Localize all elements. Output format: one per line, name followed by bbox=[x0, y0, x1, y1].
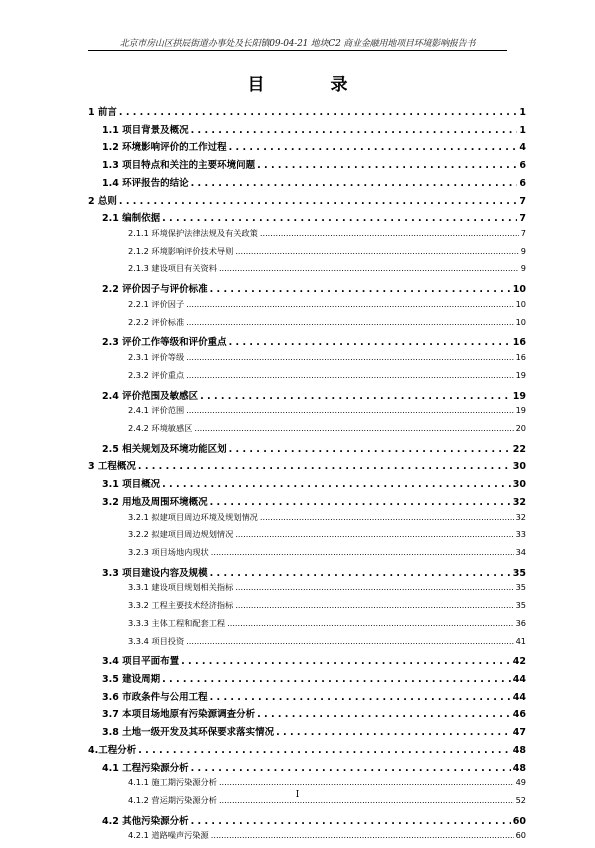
toc-entry-page: 7 bbox=[519, 213, 526, 225]
toc-leader-dots bbox=[162, 674, 511, 685]
toc-entry-label: 2 总则 bbox=[88, 195, 117, 207]
toc-entry-label: 3.3.3 主体工程和配套工程 bbox=[128, 617, 226, 628]
toc-leader-dots bbox=[219, 777, 514, 787]
toc-leader-dots bbox=[235, 529, 513, 539]
toc-entry-page: 7 bbox=[520, 228, 526, 239]
toc-entry-page: 44 bbox=[512, 674, 526, 685]
toc-entry-page: 16 bbox=[512, 337, 526, 349]
toc-entry-label: 2.2.2 评价标准 bbox=[128, 316, 185, 327]
toc-leader-dots bbox=[186, 370, 513, 380]
toc-entry-page: 20 bbox=[515, 422, 526, 433]
toc-entry-page: 1 bbox=[519, 107, 526, 118]
toc-entry[interactable] bbox=[88, 512, 526, 530]
toc-leader-dots bbox=[211, 830, 514, 840]
toc-entry-page: 16 bbox=[515, 352, 526, 363]
toc-entry-label: 1.2 环境影响评价的工作过程 bbox=[102, 142, 227, 154]
toc-entry[interactable] bbox=[88, 228, 526, 246]
toc-entry[interactable] bbox=[88, 281, 526, 299]
toc-entry[interactable] bbox=[88, 458, 526, 476]
toc-entry[interactable] bbox=[88, 334, 526, 352]
toc-entry[interactable] bbox=[88, 388, 526, 406]
toc-leader-dots bbox=[235, 600, 513, 610]
toc-leader-dots bbox=[210, 284, 511, 295]
toc-entry-label: 2.3.2 评价重点 bbox=[128, 369, 185, 380]
toc-entry[interactable] bbox=[88, 618, 526, 636]
toc-entry[interactable] bbox=[88, 689, 526, 707]
toc-entry-page: 35 bbox=[515, 600, 526, 611]
toc-entry-page: 35 bbox=[515, 582, 526, 593]
toc-entry-page: 60 bbox=[515, 830, 526, 841]
toc-entry-label: 3.5 建设周期 bbox=[102, 674, 161, 685]
toc-entry[interactable] bbox=[88, 104, 526, 122]
toc-leader-dots bbox=[186, 405, 513, 415]
page-number: I bbox=[295, 790, 300, 800]
toc-entry-page: 10 bbox=[512, 284, 526, 296]
toc-entry-page: 32 bbox=[512, 496, 526, 508]
toc-entry[interactable] bbox=[88, 370, 526, 388]
toc-entry[interactable] bbox=[88, 494, 526, 512]
toc-entry[interactable] bbox=[88, 653, 526, 671]
toc-entry-page: 48 bbox=[512, 762, 526, 774]
toc-entry-page: 19 bbox=[515, 405, 526, 416]
toc-entry-label: 4.工程分析 bbox=[88, 744, 137, 756]
toc-entry-label: 2.3 评价工作等级和评价重点 bbox=[102, 337, 227, 349]
toc-entry-page: 9 bbox=[520, 245, 526, 256]
toc-leader-dots bbox=[191, 125, 518, 136]
toc-entry[interactable] bbox=[88, 724, 526, 742]
toc-leader-dots bbox=[162, 213, 517, 224]
toc-entry[interactable] bbox=[88, 299, 526, 317]
toc-leader-dots bbox=[138, 745, 511, 756]
toc-entry[interactable] bbox=[88, 175, 526, 193]
toc-entry-label: 3.3.2 工程主要技术经济指标 bbox=[128, 600, 234, 611]
toc-leader-dots bbox=[229, 142, 518, 153]
toc-entry-label: 2.4 评价范围及敏感区 bbox=[102, 390, 199, 402]
toc-leader-dots bbox=[119, 107, 517, 118]
toc-entry-page: 52 bbox=[515, 795, 526, 806]
toc-leader-dots bbox=[191, 816, 511, 827]
toc-entry-label: 4.1.2 营运期污染源分析 bbox=[128, 795, 217, 806]
toc-entry-page: 41 bbox=[515, 635, 526, 646]
toc-leader-dots bbox=[257, 160, 517, 171]
toc-leader-dots bbox=[260, 512, 514, 522]
toc-entry-label: 3.2.1 拟建项目周边环境及规划情况 bbox=[128, 511, 258, 522]
toc-entry-page: 32 bbox=[515, 511, 526, 522]
toc-leader-dots bbox=[194, 423, 513, 433]
toc-leader-dots bbox=[211, 547, 514, 557]
toc-entry-label: 3.2 用地及周围环境概况 bbox=[102, 496, 208, 508]
toc-entry-page: 30 bbox=[512, 479, 526, 491]
toc-entry-page: 44 bbox=[512, 691, 526, 703]
toc-entry[interactable] bbox=[88, 157, 526, 175]
toc-entry[interactable] bbox=[88, 122, 526, 140]
toc-entry[interactable] bbox=[88, 636, 526, 654]
toc-entry[interactable] bbox=[88, 600, 526, 618]
toc-entry[interactable] bbox=[88, 671, 526, 689]
toc-entry-label: 2.4.2 环境敏感区 bbox=[128, 422, 193, 433]
toc-entry-page: 10 bbox=[515, 316, 526, 327]
toc-entry-label: 4.2 其他污染源分析 bbox=[102, 815, 189, 827]
toc-entry[interactable] bbox=[88, 742, 526, 760]
toc-entry-label: 3.8 土地一级开发及其环保要求落实情况 bbox=[102, 727, 275, 739]
toc-entry-label: 2.1 编制依据 bbox=[102, 213, 161, 225]
toc-entry-page: 22 bbox=[512, 443, 526, 455]
page-title: 目 录 bbox=[247, 75, 378, 95]
toc-leader-dots bbox=[210, 692, 511, 703]
toc-entry-label: 1.4 环评报告的结论 bbox=[102, 177, 189, 189]
toc-entry[interactable] bbox=[88, 423, 526, 441]
toc-entry[interactable] bbox=[88, 263, 526, 281]
toc-leader-dots bbox=[186, 636, 513, 646]
toc-entry-label: 3.4 项目平面布置 bbox=[102, 656, 180, 668]
toc-entry-page: 34 bbox=[515, 546, 526, 557]
toc-entry[interactable] bbox=[88, 547, 526, 565]
toc-leader-dots bbox=[235, 582, 513, 592]
toc-entry[interactable] bbox=[88, 193, 526, 211]
toc-leader-dots bbox=[186, 352, 513, 362]
toc-leader-dots bbox=[219, 263, 519, 273]
toc-entry[interactable] bbox=[88, 246, 526, 264]
toc-entry-label: 3.3 项目建设内容及规模 bbox=[102, 567, 208, 579]
toc-entry[interactable] bbox=[88, 405, 526, 423]
toc-entry-label: 2.3.1 评价等级 bbox=[128, 352, 185, 363]
toc-entry-page: 1 bbox=[519, 124, 526, 136]
toc-leader-dots bbox=[210, 568, 511, 579]
toc-entry-label: 2.1.1 环境保护法律法规及有关政策 bbox=[128, 228, 258, 239]
toc-entry-page: 36 bbox=[515, 617, 526, 628]
toc-entry-label: 4.1 工程污染源分析 bbox=[102, 762, 189, 774]
toc-entry-page: 47 bbox=[512, 727, 526, 739]
toc-entry[interactable] bbox=[88, 317, 526, 335]
toc-entry-label: 3.1 项目概况 bbox=[102, 479, 161, 491]
header-divider bbox=[88, 50, 507, 51]
toc-leader-dots bbox=[229, 337, 511, 348]
toc-entry-label: 2.5 相关规划及环境功能区划 bbox=[102, 443, 227, 455]
toc-leader-dots bbox=[257, 709, 511, 720]
toc-entry-label: 3.2.2 拟建项目周边规划情况 bbox=[128, 529, 234, 540]
toc-entry[interactable] bbox=[88, 352, 526, 370]
toc-leader-dots bbox=[227, 618, 513, 628]
toc-entry-page: 33 bbox=[515, 529, 526, 540]
toc-entry-label: 4.2.1 道路噪声污染源 bbox=[128, 830, 209, 841]
toc-entry[interactable] bbox=[88, 706, 526, 724]
table-of-contents bbox=[88, 104, 526, 848]
toc-entry-page: 60 bbox=[512, 815, 526, 827]
toc-entry[interactable] bbox=[88, 582, 526, 600]
toc-leader-dots bbox=[229, 444, 511, 455]
toc-leader-dots bbox=[210, 497, 511, 508]
toc-entry[interactable] bbox=[88, 139, 526, 157]
toc-leader-dots bbox=[191, 178, 518, 189]
toc-entry-label: 1.3 项目特点和关注的主要环境问题 bbox=[102, 160, 256, 172]
toc-entry-page: 7 bbox=[519, 195, 526, 207]
toc-leader-dots bbox=[276, 727, 511, 738]
toc-entry-label: 3 工程概况 bbox=[88, 461, 136, 473]
toc-entry[interactable] bbox=[88, 476, 526, 494]
toc-leader-dots bbox=[260, 228, 519, 238]
toc-entry-label: 1 前言 bbox=[88, 107, 117, 118]
toc-entry-page: 46 bbox=[512, 709, 526, 721]
toc-entry-label: 2.1.3 建设项目有关资料 bbox=[128, 263, 217, 274]
toc-entry-page: 30 bbox=[512, 461, 526, 473]
toc-entry-page: 10 bbox=[515, 298, 526, 309]
toc-leader-dots bbox=[191, 763, 511, 774]
toc-entry-page: 19 bbox=[512, 390, 526, 402]
toc-entry[interactable] bbox=[88, 830, 526, 848]
toc-entry-label: 3.6 市政条件与公用工程 bbox=[102, 691, 208, 703]
toc-entry-page: 49 bbox=[515, 777, 526, 788]
running-header: 北京市房山区拱辰街道办事处及长阳镇09-04-21 地块C2 商业金融用地项目环境影响报告书 bbox=[119, 39, 476, 49]
toc-leader-dots bbox=[186, 299, 513, 309]
toc-entry[interactable] bbox=[88, 813, 526, 831]
toc-leader-dots bbox=[119, 196, 517, 207]
toc-entry[interactable] bbox=[88, 565, 526, 583]
toc-entry[interactable] bbox=[88, 210, 526, 228]
toc-entry-label: 4.1.1 施工期污染源分析 bbox=[128, 777, 217, 788]
toc-entry-label: 1.1 项目背景及概况 bbox=[102, 124, 189, 136]
toc-entry-label: 3.3.1 建设项目规划相关指标 bbox=[128, 582, 234, 593]
toc-leader-dots bbox=[162, 479, 511, 490]
toc-entry-page: 19 bbox=[515, 369, 526, 380]
toc-entry-page: 48 bbox=[512, 744, 526, 756]
toc-entry[interactable] bbox=[88, 760, 526, 778]
toc-leader-dots bbox=[200, 391, 511, 402]
toc-entry-page: 35 bbox=[512, 567, 526, 579]
toc-entry-label: 3.2.3 项目场地内现状 bbox=[128, 546, 209, 557]
toc-leader-dots bbox=[186, 317, 513, 327]
toc-leader-dots bbox=[235, 246, 518, 256]
toc-entry-page: 4 bbox=[519, 142, 526, 154]
toc-entry[interactable] bbox=[88, 529, 526, 547]
toc-entry-page: 6 bbox=[519, 160, 526, 172]
toc-entry-label: 3.3.4 项目投资 bbox=[128, 635, 185, 646]
toc-entry-label: 2.2 评价因子与评价标准 bbox=[102, 284, 208, 296]
toc-entry[interactable] bbox=[88, 441, 526, 459]
toc-leader-dots bbox=[138, 461, 511, 472]
toc-entry-page: 9 bbox=[520, 263, 526, 274]
toc-entry-label: 3.7 本项目场地原有污染源调查分析 bbox=[102, 709, 256, 721]
toc-entry-label: 2.2.1 评价因子 bbox=[128, 298, 185, 309]
toc-entry-label: 2.4.1 评价范围 bbox=[128, 405, 185, 416]
toc-entry-label: 2.1.2 环境影响评价技术导则 bbox=[128, 245, 234, 256]
toc-leader-dots bbox=[181, 656, 511, 667]
toc-entry-page: 6 bbox=[519, 177, 526, 189]
toc-entry-page: 42 bbox=[512, 656, 526, 668]
